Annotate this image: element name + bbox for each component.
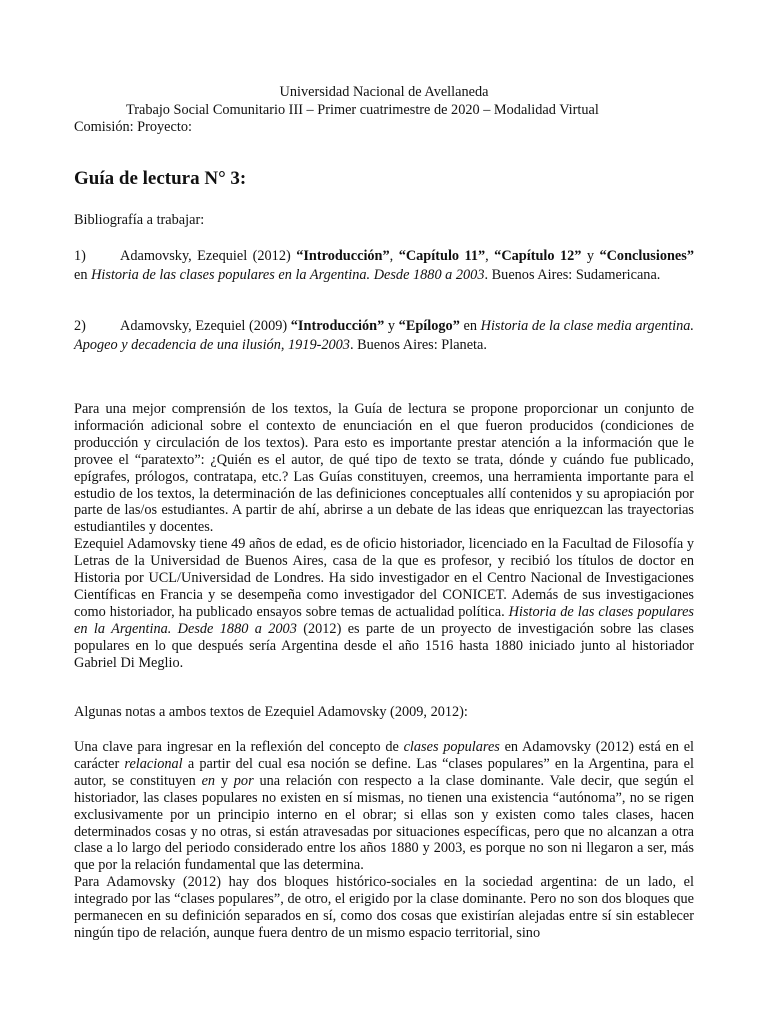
reference-publisher: . Buenos Aires: Sudamericana. <box>484 267 661 283</box>
reference-section: “Epílogo” <box>398 318 460 334</box>
reference-1 <box>74 247 694 285</box>
university-name: Universidad Nacional de Avellaneda <box>279 84 489 100</box>
notes-emphasis: por <box>233 772 254 789</box>
author-paragraph <box>74 536 694 671</box>
notes-paragraph-1 <box>74 739 694 874</box>
reference-section: “Conclusiones” <box>599 248 694 264</box>
intro-paragraph: Para una mejor comprensión de los textos, la Guía de lectura se propone proporcionar un conjunto de información adicional sobre el contexto de enunciación en el que fueron producidos (condiciones de producción y circulación de los textos). Para esto es importante prestar atención a la información que le provee el “paratexto”: ¿Quién es el autor, de qué tipo de texto se trata, dónde y cuándo fue publicado, epígrafes, prólogos, contratapa, etc.? Las Guías constituyen, creemos, una herramienta importante para el estudio de los textos, la determinación de las definiciones conceptuales allí contenidos y su apropiación por parte de las/os estudiantes. A partir de ahí, abrirse a un debate de las ideas que enriquezcan las trayectorias estudiantiles y docentes. <box>74 401 694 536</box>
reference-work: Historia de la clase media argentina. Apogeo y decadencia de una ilusión, 1919-2003 <box>74 318 695 353</box>
author-work-title: Historia de las clases populares en la Argentina. Desde 1880 a 2003 <box>74 603 694 637</box>
reference-section: “Introducción” <box>296 248 390 264</box>
document-header <box>74 84 694 137</box>
reference-connector: en <box>459 318 481 334</box>
intro-section <box>74 401 694 672</box>
reference-connector: y <box>581 248 600 264</box>
notes-paragraph-2: Para Adamovsky (2012) hay dos bloques histórico-sociales en la sociedad argentina: de un lado, el integrado por las “clases populares”, de otro, el erigido por la clase dominante. Pero no son dos bloques que permanecen en su definición separados en sí, como dos cosas que existirían alejadas entre sí sin establecer ningún tipo de relación, aunque fuera dentro de un mismo espacio territorial, sino <box>74 874 694 941</box>
bibliography-label: Bibliografía a trabajar: <box>74 212 205 228</box>
reference-author: Adamovsky, Ezequiel (2009) <box>120 318 288 334</box>
notes-label: Algunas notas a ambos textos de Ezequiel Adamovsky (2009, 2012): <box>74 704 468 720</box>
reference-2 <box>74 317 694 355</box>
notes-emphasis: relacional <box>124 755 183 772</box>
commission-line: Comisión: Proyecto: <box>74 119 192 135</box>
notes-emphasis: en <box>201 772 216 789</box>
reference-number: 1) <box>74 248 86 264</box>
reference-number: 2) <box>74 318 86 334</box>
reference-author: Adamovsky, Ezequiel (2012) <box>120 248 291 264</box>
reference-connector: y <box>384 318 399 334</box>
reference-section: “Introducción” <box>290 318 385 334</box>
reference-section: “Capítulo 12” <box>494 248 582 264</box>
reference-work: Historia de las clases populares en la Argentina. Desde 1880 a 2003 <box>91 267 485 283</box>
notes-text: Una clave para ingresar en la reflexión del concepto de <box>74 739 404 755</box>
reference-connector: en <box>74 267 92 283</box>
notes-section <box>74 739 694 942</box>
reference-connector: , <box>485 248 495 264</box>
notes-text: a partir del cual esa noción se define. Las “clases populares” en la Argentina, para el autor, se constituyen <box>74 755 694 789</box>
notes-emphasis: clases populares <box>403 739 500 755</box>
author-text: Ezequiel Adamovsky tiene 49 años de edad, es de oficio historiador, licenciado en la Facultad de Filosofía y Letras de la Universidad de Buenos Aires, casa de la que es profesor, y recibió los títulos de doctor en Historia por UCL/Universidad de Londres. Ha sido investigador en el Centro Nacional de Investigaciones Científicas en Francia y se desempeña como investigador del CONICET. Además de sus investigaciones como historiador, ha publicado ensayos sobre temas de actualidad política. <box>74 536 694 620</box>
course-line: Trabajo Social Comunitario III – Primer cuatrimestre de 2020 – Modalidad Virtual <box>126 101 599 118</box>
page-title: Guía de lectura N° 3: <box>74 168 247 189</box>
reference-section: “Capítulo 11” <box>398 248 486 264</box>
reference-connector: , <box>389 248 399 264</box>
notes-text: una relación con respecto a la clase dominante. Vale decir, que según el historiador, las clases populares no existen en sí mismas, no tienen una existencia “autónoma”, no se rigen exclusivamente por un principio interno en el obrar; si ellas son y existen como tales clases, hacen determinados cosas y no otras, si están atravesadas por situaciones específicas, pero que no alcanzan a otra clase a lo largo del periodo considerado entre los años 1880 y 2003, es porque no son ni llegaron a ser, más que por la relación fundamental que las determina. <box>74 772 694 874</box>
author-text-end: (2012) es parte de un proyecto de investigación sobre las clases populares en lo que después sería Argentina desde el año 1516 hasta 1880 iniciado junto al historiador Gabriel Di Meglio. <box>74 620 694 671</box>
reference-publisher: . Buenos Aires: Planeta. <box>349 337 487 353</box>
notes-text: y <box>215 772 234 789</box>
notes-text: en Adamovsky (2012) está en el carácter <box>74 739 695 772</box>
